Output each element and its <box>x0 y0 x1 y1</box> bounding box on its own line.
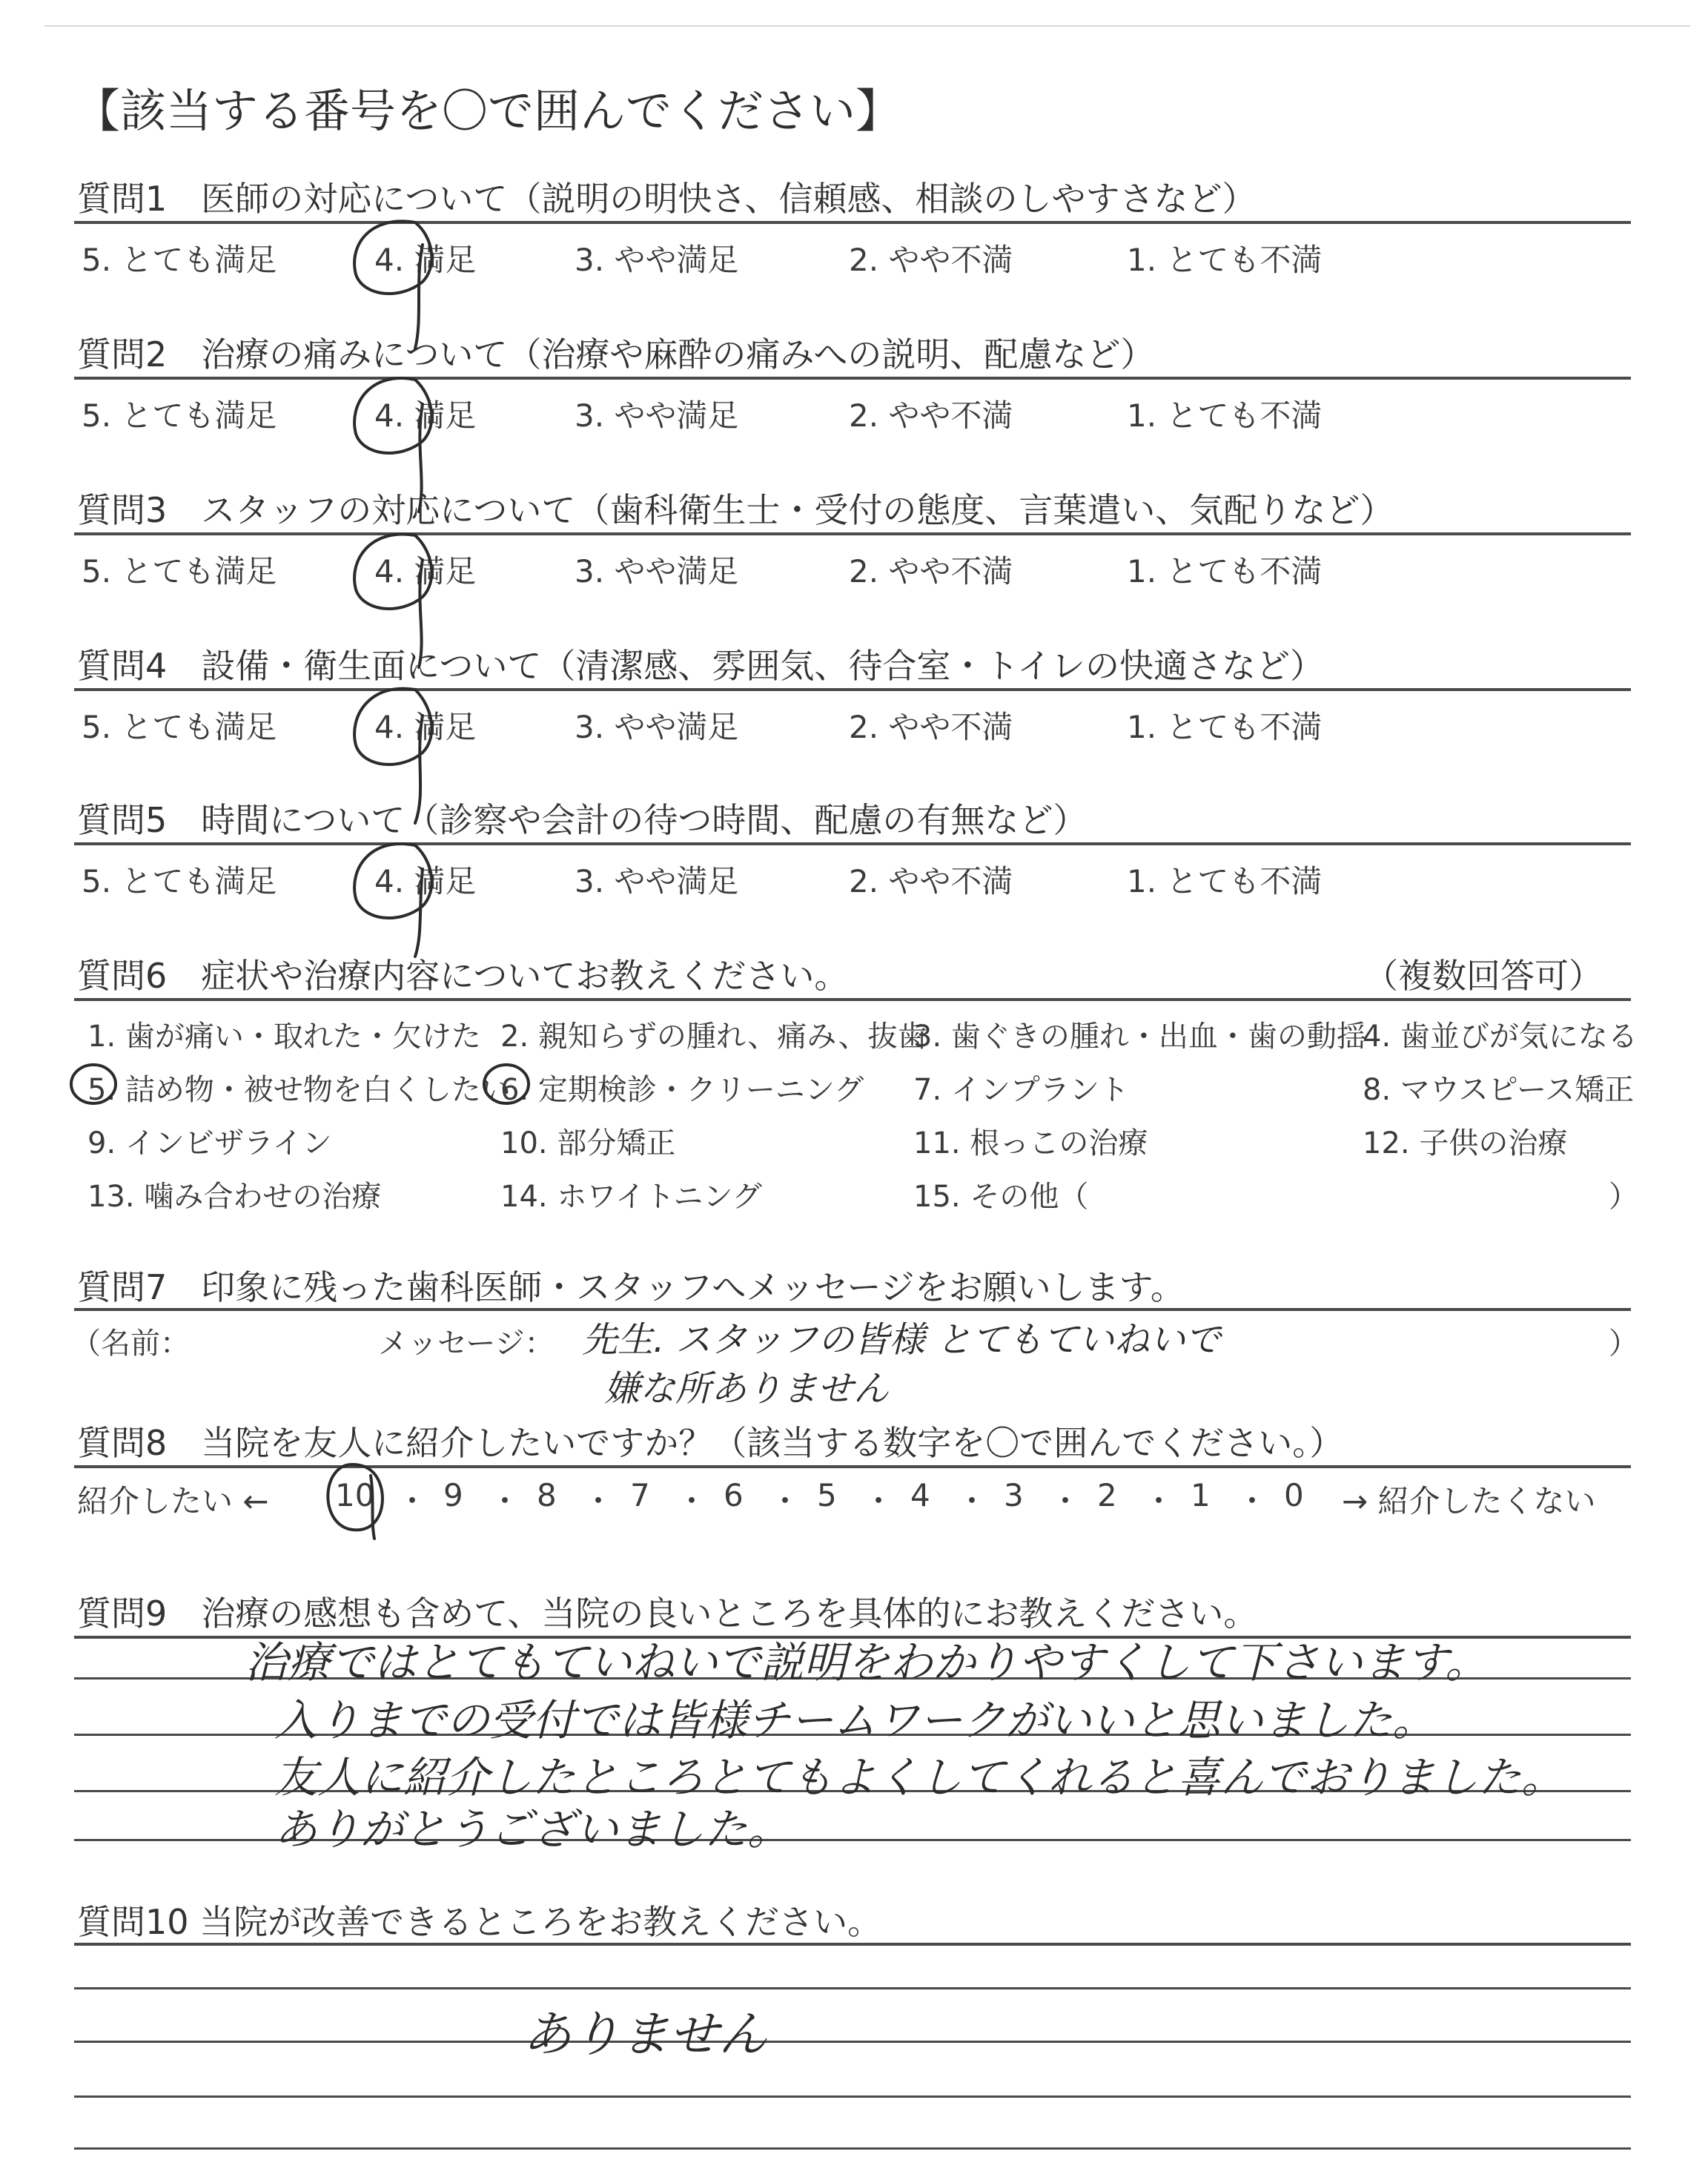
q8-score-3[interactable]: 3 <box>1004 1477 1024 1513</box>
q5-option-5[interactable]: 5. とても満足 <box>82 863 277 899</box>
q8-score-9[interactable]: 9 <box>443 1477 463 1513</box>
q3-option-4[interactable]: 4. 満足 <box>374 553 477 589</box>
q1-option-4[interactable]: 4. 満足 <box>374 242 477 278</box>
q1-option-3[interactable]: 3. やや満足 <box>575 242 739 278</box>
q6-option-11[interactable]: 11. 根っこの治療 <box>913 1126 1148 1160</box>
q4-option-4[interactable]: 4. 満足 <box>374 709 477 745</box>
q7-name-label: （名前： <box>71 1327 190 1361</box>
q2-rule <box>74 377 1631 380</box>
q4-rule <box>74 688 1631 691</box>
q3-option-5[interactable]: 5. とても満足 <box>82 553 277 589</box>
q8-score-6[interactable]: 6 <box>724 1477 744 1513</box>
q7-message-label: メッセージ： <box>378 1327 555 1361</box>
q8-dot: ・ <box>956 1483 988 1519</box>
q8-score-10[interactable]: 10 <box>335 1477 375 1513</box>
q8-dot: ・ <box>489 1483 521 1519</box>
q6-option-9[interactable]: 9. インビザライン <box>87 1126 332 1160</box>
q8-dot: ・ <box>1050 1483 1082 1519</box>
q5-option-3[interactable]: 3. やや満足 <box>575 863 739 899</box>
q7-close-paren: ） <box>1609 1327 1638 1361</box>
q8-score-2[interactable]: 2 <box>1097 1477 1117 1513</box>
q2-option-3[interactable]: 3. やや満足 <box>575 397 739 434</box>
q4-option-3[interactable]: 3. やや満足 <box>575 709 739 745</box>
q6-option-3[interactable]: 3. 歯ぐきの腫れ・出血・歯の動揺 <box>913 1020 1366 1054</box>
q3-title: 質問3 スタッフの対応について（歯科衛生士・受付の態度、言葉遣い、気配りなど） <box>77 490 1394 530</box>
q1-option-5[interactable]: 5. とても満足 <box>82 242 277 278</box>
q6-option-10[interactable]: 10. 部分矯正 <box>500 1126 676 1160</box>
q3-option-2[interactable]: 2. やや不満 <box>849 553 1013 589</box>
q2-option-2[interactable]: 2. やや不満 <box>849 397 1013 434</box>
q1-option-1[interactable]: 1. とても不満 <box>1127 242 1323 278</box>
q5-option-2[interactable]: 2. やや不満 <box>849 863 1013 899</box>
q2-option-5[interactable]: 5. とても満足 <box>82 397 277 434</box>
q8-score-0[interactable]: 0 <box>1284 1477 1304 1513</box>
q4-option-5[interactable]: 5. とても満足 <box>82 709 277 745</box>
q2-option-4[interactable]: 4. 満足 <box>374 397 477 434</box>
q9-title: 質問9 治療の感想も含めて、当院の良いところを具体的にお教えください。 <box>77 1593 1258 1634</box>
q8-dot: ・ <box>397 1483 428 1519</box>
q8-score-5[interactable]: 5 <box>817 1477 837 1513</box>
q6-option-2[interactable]: 2. 親知らずの腫れ、痛み、抜歯 <box>500 1020 927 1054</box>
q6-option-4[interactable]: 4. 歯並びが気になる <box>1363 1020 1638 1054</box>
q6-title: 質問6 症状や治療内容についてお教えください。 <box>77 956 849 996</box>
q8-rule <box>74 1465 1631 1468</box>
q10-rule-3 <box>74 2095 1631 2098</box>
q4-option-1[interactable]: 1. とても不満 <box>1127 709 1323 745</box>
q10-answer[interactable]: ありません <box>523 2006 767 2063</box>
q2-title: 質問2 治療の痛みについて（治療や麻酔の痛みへの説明、配慮など） <box>77 334 1155 374</box>
q1-rule <box>74 221 1631 224</box>
q10-rule-1 <box>74 1987 1631 1989</box>
q9-answer-line1[interactable]: 治療ではとてもていねいで説明をわかりやすくして下さいます。 <box>245 1637 1489 1688</box>
q8-score-8[interactable]: 8 <box>537 1477 557 1513</box>
q8-title: 質問8 当院を友人に紹介したいですか？（該当する数字を〇で囲んでください。） <box>77 1423 1344 1463</box>
q7-message-line2[interactable]: 嫌な所ありません <box>604 1368 890 1410</box>
q8-right-label: → 紹介したくない <box>1342 1483 1596 1519</box>
q10-rule-2 <box>74 2041 1631 2043</box>
q6-option-13[interactable]: 13. 噛み合わせの治療 <box>87 1180 382 1214</box>
q1-title: 質問1 医師の対応について（説明の明快さ、信頼感、相談のしやすさなど） <box>77 179 1257 219</box>
q9-answer-line4[interactable]: ありがとうございました。 <box>274 1804 791 1855</box>
q7-title: 質問7 印象に残った歯科医師・スタッフへメッセージをお願いします。 <box>77 1267 1185 1307</box>
q4-title: 質問4 設備・衛生面について（清潔感、雰囲気、待合室・トイレの快適さなど） <box>77 646 1325 686</box>
q6-option-5[interactable]: 5. 詰め物・被せ物を白くしたい <box>87 1073 511 1107</box>
q5-title: 質問5 時間について（診察や会計の待つ時間、配慮の有無など） <box>77 800 1088 840</box>
q6-option-12[interactable]: 12. 子供の治療 <box>1363 1126 1568 1160</box>
q10-rule-4 <box>74 2147 1631 2150</box>
q10-title: 質問10 当院が改善できるところをお教えください。 <box>77 1902 882 1942</box>
q9-answer-line2[interactable]: 入りまでの受付では皆様チームワークがいいと思いました。 <box>274 1695 1436 1745</box>
q3-option-1[interactable]: 1. とても不満 <box>1127 553 1323 589</box>
q8-dot: ・ <box>583 1483 615 1519</box>
q1-option-2[interactable]: 2. やや不満 <box>849 242 1013 278</box>
scan-top-edge <box>44 25 1690 27</box>
q3-rule <box>74 532 1631 535</box>
q8-dot: ・ <box>769 1483 801 1519</box>
q5-option-1[interactable]: 1. とても不満 <box>1127 863 1323 899</box>
form-instruction: 【該当する番号を〇で囲んでください】 <box>74 84 902 138</box>
q8-dot: ・ <box>1143 1483 1175 1519</box>
q5-rule <box>74 842 1631 845</box>
q10-rule-0 <box>74 1943 1631 1946</box>
q8-score-1[interactable]: 1 <box>1191 1477 1211 1513</box>
q3-option-3[interactable]: 3. やや満足 <box>575 553 739 589</box>
q8-score-4[interactable]: 4 <box>910 1477 930 1513</box>
q6-rule <box>74 998 1631 1001</box>
q6-option-6[interactable]: 6. 定期検診・クリーニング <box>500 1073 864 1107</box>
q8-dot: ・ <box>863 1483 895 1519</box>
q6-option-14[interactable]: 14. ホワイトニング <box>500 1180 762 1214</box>
q5-option-4[interactable]: 4. 満足 <box>374 863 477 899</box>
q9-answer-line3[interactable]: 友人に紹介したところとてもよくしてくれると喜んでおりました。 <box>274 1752 1565 1803</box>
q8-dot: ・ <box>676 1483 708 1519</box>
q2-option-1[interactable]: 1. とても不満 <box>1127 397 1323 434</box>
q8-score-7[interactable]: 7 <box>630 1477 650 1513</box>
q6-option-15[interactable]: 15. その他（ <box>913 1180 1089 1214</box>
q7-message-line1[interactable]: 先生. スタッフの皆様 とてもていねいで <box>582 1319 1221 1361</box>
q8-left-label: 紹介したい ← <box>77 1483 269 1519</box>
q4-option-2[interactable]: 2. やや不満 <box>849 709 1013 745</box>
q8-dot: ・ <box>1237 1483 1268 1519</box>
q6-option-7[interactable]: 7. インプラント <box>913 1073 1129 1107</box>
q6-option-8[interactable]: 8. マウスピース矯正 <box>1363 1073 1635 1107</box>
q6-option-1[interactable]: 1. 歯が痛い・取れた・欠けた <box>87 1020 481 1054</box>
q6-note: （複数回答可） <box>1364 956 1603 996</box>
q6-option-15-close: ） <box>1609 1180 1638 1214</box>
